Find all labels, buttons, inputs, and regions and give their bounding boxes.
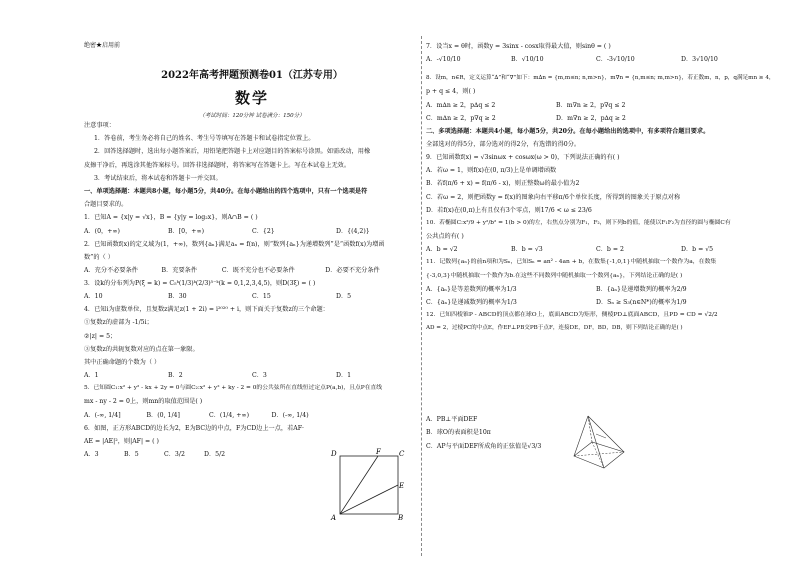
label-f: F <box>376 448 381 456</box>
q8-line-2: p + q ≤ 4，则( ) <box>426 88 476 96</box>
left-column <box>84 34 420 461</box>
instruction-line: 1．已知A = {x|y = √x}，B = {y|y = log₂x}，则A∩B = ( ) <box>84 214 258 222</box>
q11-option-b: B．{aₙ}是递增数列的概率为2/9 <box>596 285 687 293</box>
q7-options <box>426 53 766 66</box>
q11-option-a: A．{aₙ}是等差数列的概率为1/3 <box>426 285 517 293</box>
q8-options-ab <box>426 99 686 112</box>
q2-option-d: D．必要不充分条件 <box>325 267 380 275</box>
q2-options <box>84 264 420 277</box>
q9-option-b: B．若f(π/6 + x) = f(π/6 - x)，则正整数ω的最小值为2 <box>426 180 580 188</box>
q7-line: 7．设当x = θ时，函数y = 3sinx - cosx取得最大值，则sinθ = ( ) <box>426 43 611 50</box>
q11-line-1: 11．记数列{aₙ}的前n项和为Sₙ，已知Sₙ = an² - 4an + b，在数集{-1,0,1}中随机抽取一个数作为a，在数集 <box>426 259 717 266</box>
q12-option-b: B．球O的表面积是10π <box>426 429 491 437</box>
q8-option-a: A．m∆n ≥ 2，p∆q ≤ 2 <box>426 101 496 109</box>
label-e: E <box>399 482 405 490</box>
q10-option-b: B．b = √3 <box>511 246 543 254</box>
q7-option-a: A．-√10/10 <box>426 56 461 64</box>
q7-option-d: D．3√10/10 <box>681 56 718 64</box>
secret-label: 绝密★启用前 <box>84 42 121 49</box>
q11-options-cd <box>426 296 766 309</box>
label-b: B <box>398 514 404 522</box>
right-column <box>426 40 775 453</box>
q9-line: 9．已知函数f(x) = √3sinωx + cosωx(ω > 0)，下列说法正确的有( ) <box>426 154 620 162</box>
q6-line-2: AE = |AE|²，则|AF| = ( ) <box>84 437 159 445</box>
q1-option-a: A．(0，+∞) <box>84 227 120 235</box>
q1-option-c: C．{2} <box>252 227 275 235</box>
q10-line-2: 公共点的有( ) <box>426 233 464 241</box>
q4-line-3: ②|z| = 5； <box>84 332 117 340</box>
q11-line-2: {-3,0,3}中随机抽取一个数作为b.在这些不同数列中随机抽取一个数列{aₙ}，下列结论正确的是( ) <box>426 272 683 279</box>
q5-line-2: mx - ny - 2 = 0上，则mn的取值范围是( ) <box>84 398 203 406</box>
instruction-line: 合题目要求的。 <box>84 201 128 209</box>
q8-options-cd <box>426 112 686 125</box>
q12-line-2: AD = 2，过棱PC的中点E，作EF⊥PB交PB于点F，连接DE，DF，BD，DB，则下列结论正确的是( ) <box>426 325 683 332</box>
q5-option-d: D．(-∞, 1/4) <box>271 411 309 419</box>
instruction-line: 注意事项： <box>84 122 115 129</box>
instruction-line: 一、单项选择题：本题共8小题，每小题5分，共40分。在每小题给出的四个选项中，只有一个选项是符 <box>84 188 368 196</box>
square-figure <box>326 448 406 522</box>
q10-line-1: 10．若椭圆C:x²/9 + y²/b² = 1(b > 0)的左，右焦点分别为F₁，F₂，则下列b的值，能使以F₁F₂为直径的圆与椭圆C有 <box>426 220 731 227</box>
q5-line-1: 5．已知圆C₁:x² + y² - kx + 2y = 0与圆C₂:x² + y² + ky - 2 = 0的公共弦所在直线恒过定点P(a,b)，且点P在直线 <box>84 385 383 392</box>
q6-option-b: B．5 <box>124 451 139 459</box>
q8-line-1: 8．设m，n∈R，定义运算“∆”和“∇”如下：m∆n = {m,m≤n; n,m>n}，m∇n = {n,m≤n; m,m>n}，若正数m，n，p，q满足mn ≥ 4， <box>426 75 775 82</box>
q8-option-d: D．m∇n ≥ 2，p∆q ≥ 2 <box>556 114 626 122</box>
q5-option-a: A．(-∞, 1/4] <box>84 411 121 419</box>
q6-option-d: D．5/2 <box>204 451 226 459</box>
q3-line: 3．设k的分布列为P(ξ = k) = C₅ᵏ(1/3)ᵏ(2/3)⁵⁻ᵏ(k = 0,1,2,3,4,5)，则D(3ξ) = ( ) <box>84 280 316 288</box>
exam-subject: 数学 <box>234 89 269 107</box>
q1-option-b: B．[0，+∞) <box>168 227 205 235</box>
q10-option-c: C．b = 2 <box>596 246 624 254</box>
q7-option-b: B．√10/10 <box>511 56 544 64</box>
q10-option-d: D．b = √5 <box>681 246 714 254</box>
q1-option-d: D．{(4,2)} <box>336 227 370 235</box>
q9-option-d: D．若f(x)在(0,π)上有且仅有3个零点，则17/6 < ω ≤ 23/6 <box>426 206 592 214</box>
q3-option-c: C．15 <box>252 293 271 301</box>
q8-option-c: C．m∆n ≥ 2，p∇q ≥ 2 <box>426 114 496 122</box>
q2-option-c: C．既不充分也不必要条件 <box>221 267 295 275</box>
q2-line-1: 2．已知函数f(x)的定义域为(1，+∞)，数列{aₙ}满足aₙ = f(n)，则“数列{aₙ}为递增数列”是“函数f(x)为增函 <box>84 240 385 248</box>
q5-option-c: C．(1/4, +∞) <box>209 411 249 419</box>
q2-option-a: A．充分不必要条件 <box>84 267 138 275</box>
column-divider <box>421 36 422 556</box>
q4-line-1: 4．已知i为虚数单位，且复数z满足z(1 + 2i) = i²⁰²⁰ + i，则下面关于复数z的三个命题： <box>84 306 329 314</box>
exam-title: 2022年高考押题预测卷01（江苏专用） <box>161 70 343 81</box>
label-c: C <box>399 450 405 458</box>
q4-line-2: ①复数z的虚部为 -1/5i； <box>84 319 153 327</box>
instruction-line: 皮擦干净后，再选涂其他答案标号。回答非选择题时，将答案写在答题卡上。写在本试卷上无效。 <box>84 161 351 169</box>
q4-line-5: 其中正确命题的个数为（ ） <box>84 359 161 367</box>
q6-options <box>84 448 244 461</box>
q6-option-a: A．3 <box>84 451 99 459</box>
q2-line-2: 数”的（ ） <box>84 253 114 261</box>
q4-option-d: D．1 <box>336 372 352 380</box>
q3-options <box>84 290 420 303</box>
section2-line-2: 全部选对的得5分，部分选对的得2分，有选错的得0分。 <box>426 140 581 148</box>
q4-line-4: ③复数z的共轭复数对应的点在第一象限。 <box>84 345 199 353</box>
q10-options <box>426 243 766 256</box>
exam-meta: （考试时间：120分钟 试卷满分：150分） <box>199 113 305 119</box>
instruction-line: 3．考试结束后，将本试卷和答题卡一并交回。 <box>94 174 222 182</box>
q12-line-1: 12．已知四棱锥P - ABCD的顶点都在球O上，底面ABCD为矩形，侧棱PD⊥底面ABCD，且PD = CD = √2/2 <box>426 311 718 318</box>
q6-option-c: C．3/2 <box>164 451 185 459</box>
q5-option-b: B．(0, 1/4] <box>146 411 180 419</box>
instruction-line: 2．回答选择题时，选出每小题答案后，用铅笔把答题卡上对应题目的答案标号涂黑。如需改动，用橡 <box>94 148 371 156</box>
instructions <box>84 119 420 225</box>
q11-option-c: C．{aₙ}是递减数列的概率为1/3 <box>426 298 517 306</box>
instruction-line: 1．答卷前，考生务必将自己的姓名、考生号等填写在答题卡和试卷指定位置上。 <box>94 135 315 143</box>
q4-option-a: A．1 <box>84 372 99 380</box>
section2-line-1: 二、多项选择题：本题共4小题，每小题5分，共20分。在每小题给出的选项中，有多项符合题目要求。 <box>426 127 710 135</box>
q10-option-a: A．b = √2 <box>426 246 458 254</box>
q5-options <box>84 409 334 422</box>
q3-option-b: B．30 <box>168 293 187 301</box>
q11-options-ab <box>426 283 766 296</box>
q4-option-b: B．2 <box>168 372 183 380</box>
q12-option-a: A．PB⊥平面DEF <box>426 416 478 424</box>
q6-line-1: 6．如图，正方形ABCD的边长为2，E为BC边的中点，F为CD边上一点，若AF· <box>84 424 305 432</box>
q8-option-b: B．m∇n ≥ 2，p∇q ≤ 2 <box>556 101 626 109</box>
q4-options <box>84 369 420 382</box>
q7-option-c: C．-3√10/10 <box>596 56 635 64</box>
q4-option-c: C．3 <box>252 372 267 380</box>
q12-option-c: C．AP与平面DEF所成角的正弦值是√3/3 <box>426 442 542 450</box>
q1-options <box>84 225 420 238</box>
q9-option-c: C．若ω = 2，则把函数y = f(x)的图象向右平移π/6个单位长度，所得到的图象关于原点对称 <box>426 193 681 201</box>
label-a: A <box>331 514 337 522</box>
label-d: D <box>331 450 337 458</box>
q3-option-d: D．5 <box>336 293 352 301</box>
q11-option-d: D．Sₙ ≥ S₃(n∈N*)的概率为1/9 <box>596 298 687 306</box>
q9-option-a: A．若ω = 1，则f(x)在(0, π/3)上是单调增函数 <box>426 167 557 175</box>
q3-option-a: A．10 <box>84 293 103 301</box>
q2-option-b: B．充要条件 <box>161 267 198 275</box>
pyramid-figure <box>566 412 630 474</box>
